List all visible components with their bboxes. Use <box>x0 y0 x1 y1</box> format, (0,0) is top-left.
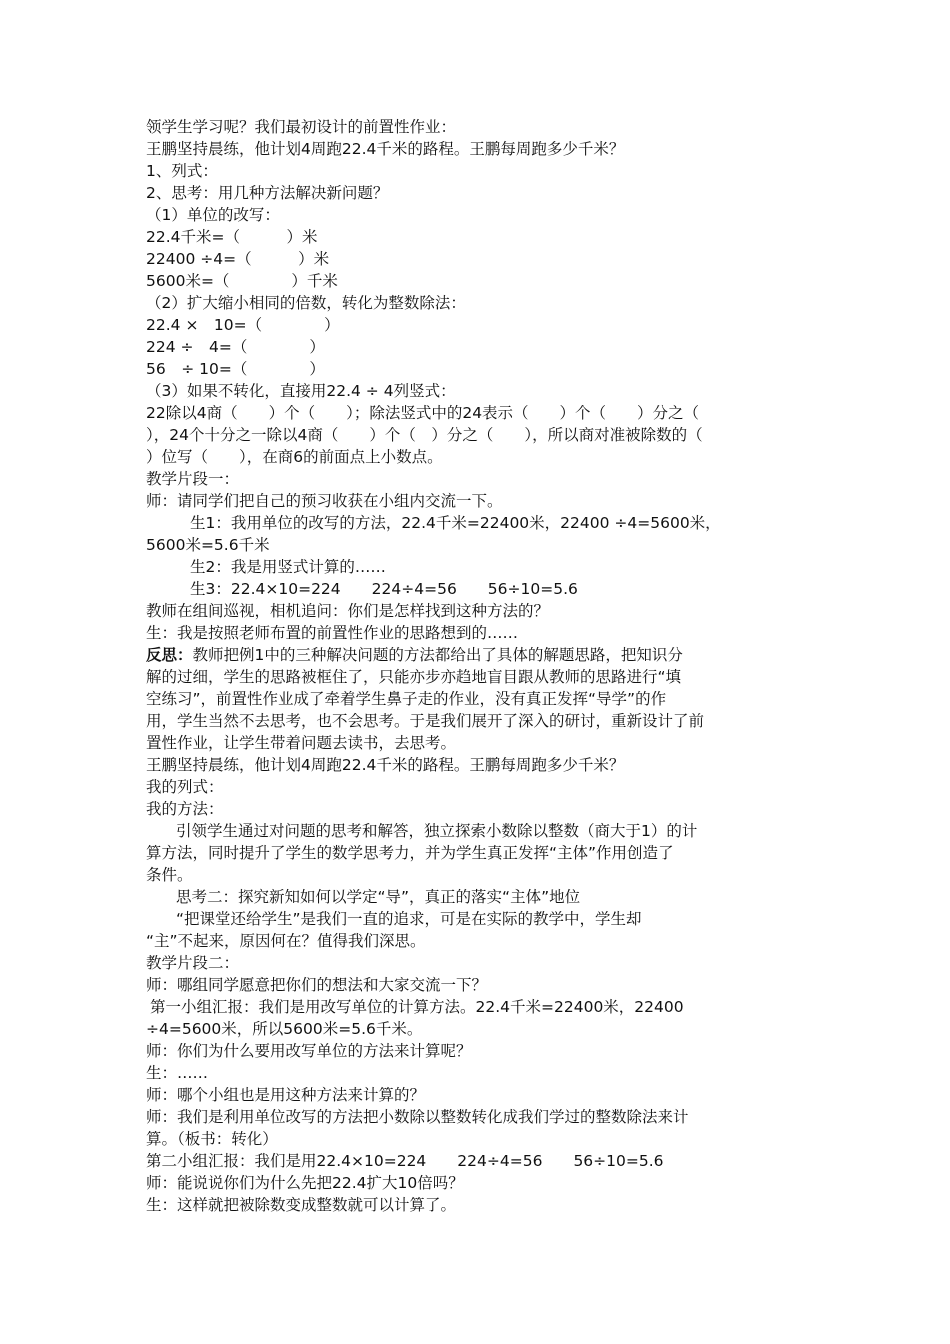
text-line: 22400 ÷4=（ ）米 <box>146 250 330 268</box>
text-line: 王鹏坚持晨练，他计划4周跑22.4千米的路程。王鹏每周跑多少千米？ <box>146 140 625 158</box>
text-line: 224 ÷ 4=（ ） <box>146 338 325 356</box>
text-line: 领学生学习呢？我们最初设计的前置性作业： <box>146 118 457 136</box>
text-line: “主”不起来，原因何在？值得我们深思。 <box>146 932 426 950</box>
text-line: 置性作业，让学生带着问题去读书，去思考。 <box>146 734 457 752</box>
text-line: 师：哪个小组也是用这种方法来计算的？ <box>146 1086 426 1104</box>
text-line: 22.4 × 10=（ ） <box>146 316 340 334</box>
section-heading: 教学片段一： <box>146 470 240 488</box>
text-line: “把课堂还给学生”是我们一直的追求，可是在实际的教学中，学生却 <box>176 910 642 928</box>
text-line: 生：我是按照老师布置的前置性作业的思路想到的…… <box>146 624 519 642</box>
text-line: 师：我们是利用单位改写的方法把小数除以整数转化成我们学过的整数除法来计 <box>146 1108 689 1126</box>
text-line: 5600米=5.6千米 <box>146 536 270 554</box>
text-line: 师：哪组同学愿意把你们的想法和大家交流一下？ <box>146 976 488 994</box>
text-line: 1、列式： <box>146 162 218 180</box>
text-line: 第一小组汇报：我们是用改写单位的计算方法。22.4千米=22400米，22400 <box>150 998 684 1016</box>
text-line: ），24个十分之一除以4商（ ）个（ ）分之（ ），所以商对准被除数的（ <box>146 426 703 444</box>
reflection-label: 反思： <box>146 646 193 664</box>
text-line: （3）如果不转化，直接用22.4 ÷ 4列竖式： <box>146 382 456 400</box>
section-heading: 思考二：探究新知如何以学定“导”，真正的落实“主体”地位 <box>176 888 581 906</box>
text-line: ÷4=5600米，所以5600米=5.6千米。 <box>146 1020 423 1038</box>
text-line: 生：…… <box>146 1064 209 1082</box>
text-line: 生3：22.4×10=224 224÷4=56 56÷10=5.6 <box>190 580 578 598</box>
section-heading: 教学片段二： <box>146 954 240 972</box>
text-line: 2、思考：用几种方法解决新问题？ <box>146 184 389 202</box>
text-line: 师：你们为什么要用改写单位的方法来计算呢？ <box>146 1042 472 1060</box>
reflection-text: 教师把例1中的三种解决问题的方法都给出了具体的解题思路，把知识分 <box>192 646 683 664</box>
text-line: 生：这样就把被除数变成整数就可以计算了。 <box>146 1196 457 1214</box>
text-line: 算。（板书：转化） <box>146 1130 278 1148</box>
text-line: 师：请同学们把自己的预习收获在小组内交流一下。 <box>146 492 503 510</box>
text-line: （1）单位的改写： <box>146 206 280 224</box>
text-line: 我的列式： <box>146 778 224 796</box>
text-line: 王鹏坚持晨练，他计划4周跑22.4千米的路程。王鹏每周跑多少千米？ <box>146 756 625 774</box>
text-line: ）位写（ ），在商6的前面点上小数点。 <box>146 448 443 466</box>
text-line: 生2：我是用竖式计算的…… <box>190 558 386 576</box>
text-line: 22除以4商（ ）个（ ）；除法竖式中的24表示（ ）个（ ）分之（ <box>146 404 700 422</box>
text-line: 生1：我用单位的改写的方法，22.4千米=22400米，22400 ÷4=5600米， <box>190 514 721 532</box>
text-line: 算方法，同时提升了学生的数学思考力，并为学生真正发挥“主体”作用创造了 <box>146 844 674 862</box>
text-line: 条件。 <box>146 866 193 884</box>
text-line: 56 ÷ 10=（ ） <box>146 360 325 378</box>
text-line: 空练习”，前置性作业成了牵着学生鼻子走的作业，没有真正发挥“导学”的作 <box>146 690 667 708</box>
text-line <box>146 645 812 666</box>
text-line: 用，学生当然不去思考，也不会思考。于是我们展开了深入的研讨，重新设计了前 <box>146 712 705 730</box>
text-line: 22.4千米=（ ）米 <box>146 228 318 246</box>
text-line: 引领学生通过对问题的思考和解答，独立探索小数除以整数（商大于1）的计 <box>176 822 698 840</box>
text-line: （2）扩大缩小相同的倍数，转化为整数除法： <box>146 294 466 312</box>
text-line: 师：能说说你们为什么先把22.4扩大10倍吗？ <box>146 1174 464 1192</box>
text-line: 第二小组汇报：我们是用22.4×10=224 224÷4=56 56÷10=5.6 <box>146 1152 664 1170</box>
text-line: 5600米=（ ）千米 <box>146 272 338 290</box>
text-line: 教师在组间巡视，相机追问：你们是怎样找到这种方法的？ <box>146 602 550 620</box>
text-line: 解的过细，学生的思路被框住了，只能亦步亦趋地盲目跟从教师的思路进行“填 <box>146 668 682 686</box>
text-line: 我的方法： <box>146 800 224 818</box>
